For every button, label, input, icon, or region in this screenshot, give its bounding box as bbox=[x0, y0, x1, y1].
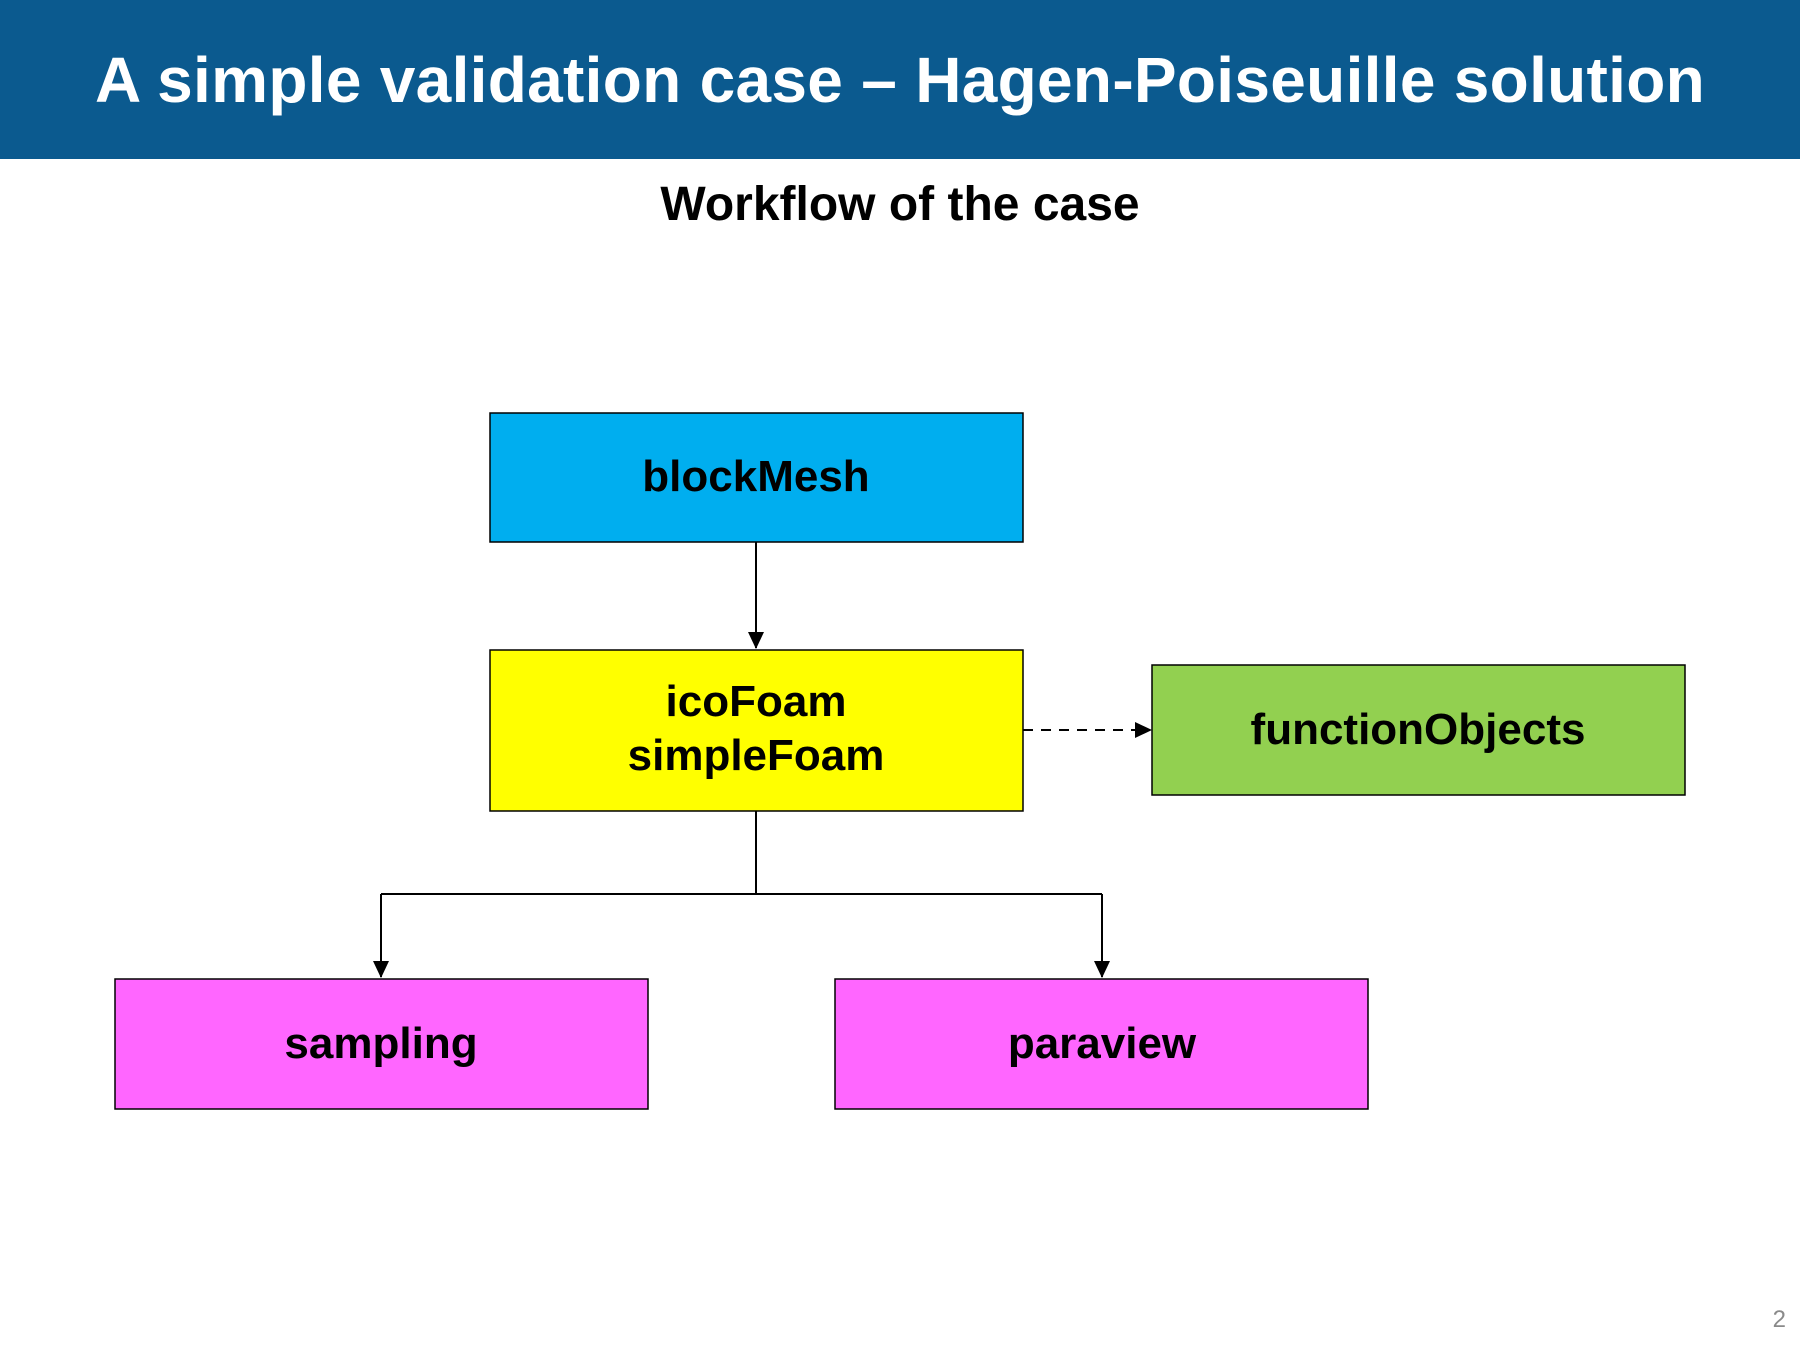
node-sampling-label: sampling bbox=[284, 1019, 478, 1068]
node-solver-label-line2: simpleFoam bbox=[627, 731, 885, 780]
node-paraview-label: paraview bbox=[1007, 1019, 1197, 1068]
arrowhead-to-paraview bbox=[1094, 961, 1110, 978]
arrowhead-to-functionobjects bbox=[1135, 722, 1152, 738]
node-blockmesh bbox=[490, 413, 1023, 542]
node-solver bbox=[490, 650, 1023, 811]
node-blockmesh-label: blockMesh bbox=[642, 452, 870, 501]
page-number: 2 bbox=[1772, 1306, 1786, 1333]
slide-title: A simple validation case – Hagen-Poiseuille solution bbox=[94, 43, 1706, 116]
node-solver-label-line1: icoFoam bbox=[665, 677, 847, 726]
node-functionobjects bbox=[1152, 665, 1685, 795]
arrowhead-to-sampling bbox=[373, 961, 389, 978]
slide-subtitle: Workflow of the case bbox=[660, 178, 1140, 231]
node-paraview bbox=[835, 979, 1368, 1109]
node-functionobjects-label: functionObjects bbox=[1250, 705, 1586, 754]
arrowhead-to-solver bbox=[748, 632, 764, 649]
node-sampling bbox=[115, 979, 648, 1109]
